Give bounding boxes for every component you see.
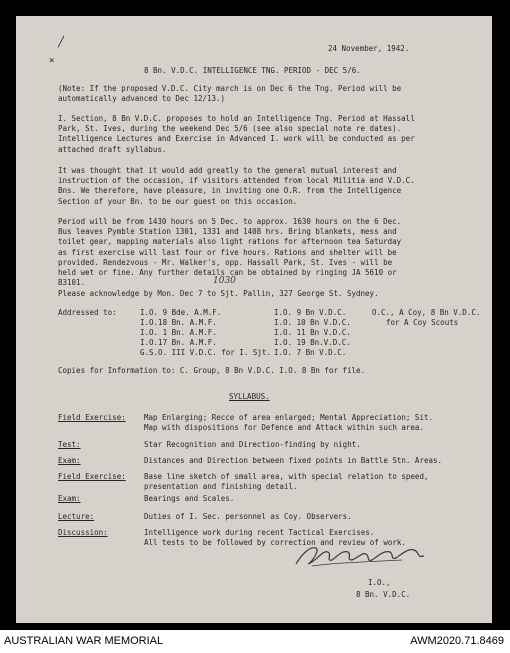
syllabus-text: Bearings and Scales. (144, 494, 235, 503)
footer-institution: AUSTRALIAN WAR MEMORIAL (4, 635, 164, 647)
addressee: I.O. 9 Bn V.D.C. (274, 308, 347, 317)
syllabus-text: Intelligence work during recent Tactical Exercises. All tests to be followed by correction and review of work. (144, 528, 406, 548)
paragraph-1: I. Section, 8 Bn V.D.C. proposes to hold an Intelligence Tng. Period at Hassall Park, St. Ives, during the weekend Dec 5/6 (see also special note re dates). Intelligence Lectures and Exercise in Advanced I. work will be conducted as per attached draft syllabus. (58, 114, 415, 154)
margin-mark: × (49, 56, 55, 66)
syllabus-label: Exam: (58, 494, 81, 503)
addressee: I.O. 10 Bn V.D.C. (274, 318, 351, 327)
addressee: I.O. 9 Bde. A.M.F. (140, 308, 222, 317)
addressee: I.O. 7 Bn V.D.C. (274, 348, 347, 357)
signoff-unit: 8 Bn. V.D.C. (356, 590, 411, 599)
paragraph-2: It was thought that it would add greatly to the general mutual interest and instruction of the occasion, if visitors attended from local Militia and V.D.C. Bns. We therefore, have pleasure, in inviting one O.R. from the Intelligence Section of your Bn. to be our guest on this occasion. (58, 166, 415, 206)
signoff-title: I.O., (368, 578, 391, 587)
paragraph-3: Period will be from 1430 hours on 5 Dec. to approx. 1630 hours on the 6 Dec. Bus leaves Pymble Station 1301, 1331 and 1408 hrs. Bring blankets, mess and toilet gear, mapping materials also light rations for afternoon tea Saturday as first exercise will last four or five hours. Rations and shelter will be provided. Rendezvous - Mr. Walker's, opp. Hassall Park, St. Ives - will be held wet or fine. Any further details can be obtained by ringing JA 5610 or B3101. (58, 217, 402, 288)
handwritten-time: 1030 (213, 276, 236, 286)
syllabus-text: Map Enlarging; Recce of area enlarged; Mental Appreciation; Sit. Map with dispositions for Defence and Attack within such area. (144, 413, 433, 433)
document-title: 8 Bn. V.D.C. INTELLIGENCE TNG. PERIOD - DEC 5/6. (144, 66, 361, 75)
syllabus-heading: SYLLABUS. (229, 392, 270, 401)
addressee: O.C., A Coy, 8 Bn V.D.C. (372, 308, 481, 317)
syllabus-text: Star Recognition and Direction-finding by night. (144, 440, 361, 449)
syllabus-label: Exam: (58, 456, 81, 465)
letter-date: 24 November, 1942. (328, 44, 410, 53)
addressee: I.O.18 Bn. A.M.F. (140, 318, 217, 327)
syllabus-text: Distances and Direction between fixed points in Battle Stn. Areas. (144, 456, 443, 465)
addressee: I.O. 19 Bn.V.D.C. (274, 338, 351, 347)
addressee: I.O.17 Bn. A.M.F. (140, 338, 217, 347)
handwritten-signature (292, 536, 432, 570)
syllabus-label: Field Exercise: (58, 413, 126, 422)
footer-accession-number: AWM2020.71.8469 (410, 635, 504, 647)
addressee: I.O. 1 Bn. A.M.F. (140, 328, 217, 337)
addressee: for A Coy Scouts (386, 318, 459, 327)
margin-mark: ╱ (58, 37, 65, 48)
syllabus-text: Duties of I. Sec. personnel as Coy. Observers. (144, 512, 352, 521)
footer-bar (0, 630, 510, 653)
copies-line: Copies for Information to: C. Group, 8 Bn V.D.C. I.O. 8 Bn for file. (58, 366, 366, 375)
syllabus-label: Discussion: (58, 528, 108, 537)
syllabus-text: Base line sketch of small area, with special relation to speed, presentation and finishing detail. (144, 472, 429, 492)
note-paragraph: (Note: If the proposed V.D.C. City march is on Dec 6 the Tng. Period will be automatically advanced to Dec 12/13.) (58, 84, 402, 104)
addressee: G.S.O. III V.D.C. for I. Sjt. (140, 348, 271, 357)
syllabus-label: Field Exercise: (58, 472, 126, 481)
syllabus-label: Test: (58, 440, 81, 449)
acknowledge-line: Please acknowledge by Mon. Dec 7 to Sjt. Pallin, 327 George St. Sydney. (58, 289, 379, 298)
addressee: I.O. 11 Bn V.D.C. (274, 328, 351, 337)
addressed-label: Addressed to: (58, 308, 117, 317)
document-page (16, 16, 492, 623)
syllabus-label: Lecture: (58, 512, 95, 521)
